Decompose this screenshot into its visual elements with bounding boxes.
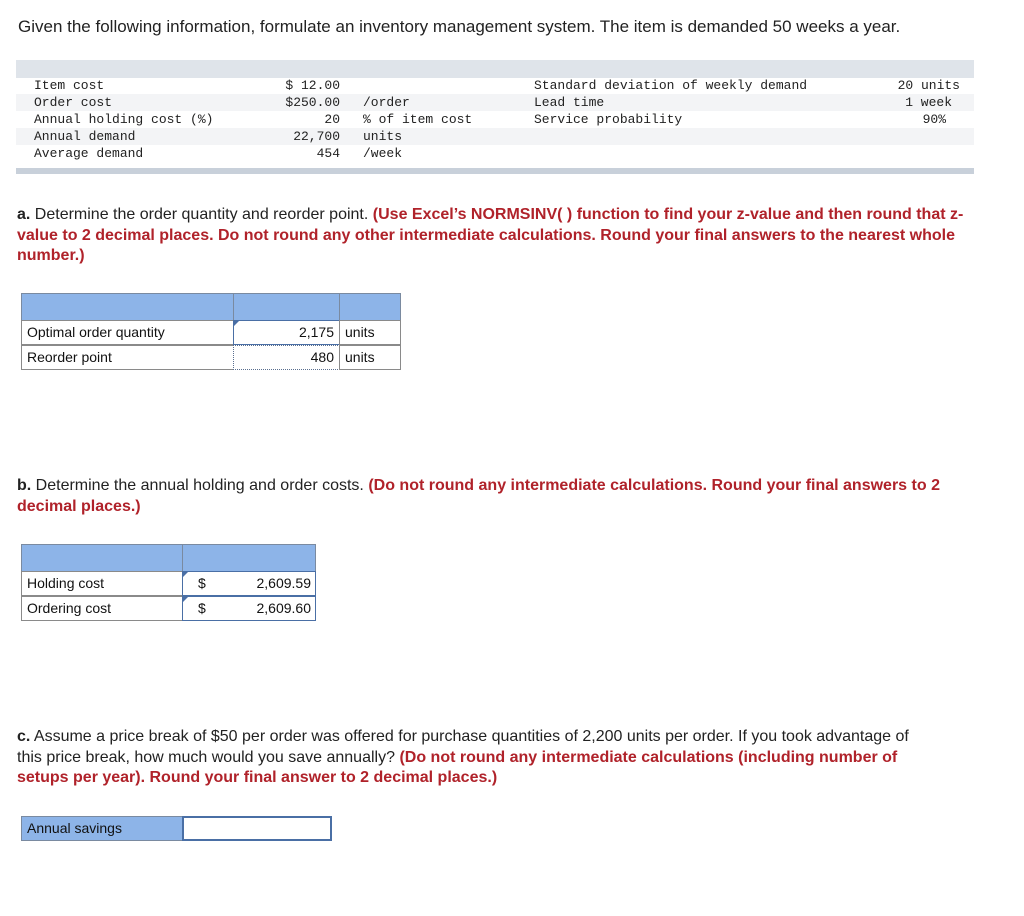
question-a	[17, 205, 977, 267]
info-value: 1 week	[905, 95, 952, 110]
info-label: Standard deviation of weekly demand	[534, 78, 808, 93]
info-label: Average demand	[34, 146, 144, 161]
info-label: Annual demand	[34, 129, 136, 144]
info-value: 20 units	[897, 78, 960, 93]
info-unit: /order	[363, 95, 410, 110]
row-label: Ordering cost	[21, 596, 183, 621]
holding-cost-input[interactable]	[182, 571, 316, 596]
row-label: Holding cost	[21, 571, 183, 596]
info-row-band	[16, 128, 974, 145]
currency-symbol: $	[198, 575, 206, 591]
answer-table-header	[21, 544, 316, 572]
reorder-point-input[interactable]: 480	[233, 345, 340, 370]
row-unit: units	[339, 320, 401, 345]
row-unit: units	[339, 345, 401, 370]
cell-value: 2,609.60	[256, 600, 311, 616]
ordering-cost-input[interactable]	[182, 596, 316, 621]
question-letter: b.	[17, 477, 32, 494]
info-value: 90%	[922, 112, 946, 127]
question-text: Assume a price break of $50 per order was offered for purchase quantities of 2,200 units per order. If you took advantage of this price break, how much would you save annually?	[17, 728, 909, 766]
info-unit: /week	[363, 146, 403, 161]
input-marker-icon	[183, 572, 188, 577]
answer-table-header	[21, 293, 401, 321]
question-c	[17, 727, 937, 789]
currency-symbol: $	[198, 600, 206, 616]
question-letter: c.	[17, 728, 31, 745]
row-label: Optimal order quantity	[21, 320, 234, 345]
row-label: Annual savings	[21, 816, 183, 841]
question-hint: (Do not round any intermediate calculations (including number of setups per year). Round your final answer to 2 decimal places.)	[17, 748, 898, 786]
info-label: Order cost	[34, 95, 113, 110]
info-row-band	[16, 94, 974, 111]
annual-savings-input[interactable]	[182, 816, 332, 841]
question-letter: a.	[17, 206, 31, 223]
info-value: 22,700	[293, 129, 340, 144]
info-label: Service probability	[534, 112, 683, 127]
info-table-footer	[16, 168, 974, 174]
cell-value: 2,609.59	[256, 575, 311, 591]
info-value: 454	[316, 146, 340, 161]
info-label: Item cost	[34, 78, 105, 93]
problem-intro: Given the following information, formulate an inventory management system. The item is demanded 50 weeks a year.	[18, 17, 901, 36]
info-unit: % of item cost	[363, 112, 473, 127]
question-hint: (Do not round any intermediate calculations. Round your final answers to 2 decimal places.)	[17, 477, 940, 515]
info-unit: units	[363, 129, 403, 144]
info-label: Lead time	[534, 95, 605, 110]
info-value: 20	[324, 112, 340, 127]
info-table-header	[16, 60, 974, 78]
question-b	[17, 476, 977, 517]
info-label: Annual holding cost (%)	[34, 112, 214, 127]
order-quantity-input[interactable]: 2,175	[233, 320, 340, 345]
info-value: $250.00	[285, 95, 340, 110]
question-text: Determine the annual holding and order costs.	[35, 477, 364, 494]
question-text: Determine the order quantity and reorder point.	[34, 206, 369, 223]
info-value: $ 12.00	[285, 78, 340, 93]
question-hint: (Use Excel’s NORMSINV( ) function to find your z-value and then round that z-value to 2 decimal places. Do not round any other intermediate calculations. Round your final answers to the nearest whole number.)	[17, 206, 964, 264]
input-marker-icon	[234, 321, 239, 326]
input-marker-icon	[183, 597, 188, 602]
row-label: Reorder point	[21, 345, 234, 370]
